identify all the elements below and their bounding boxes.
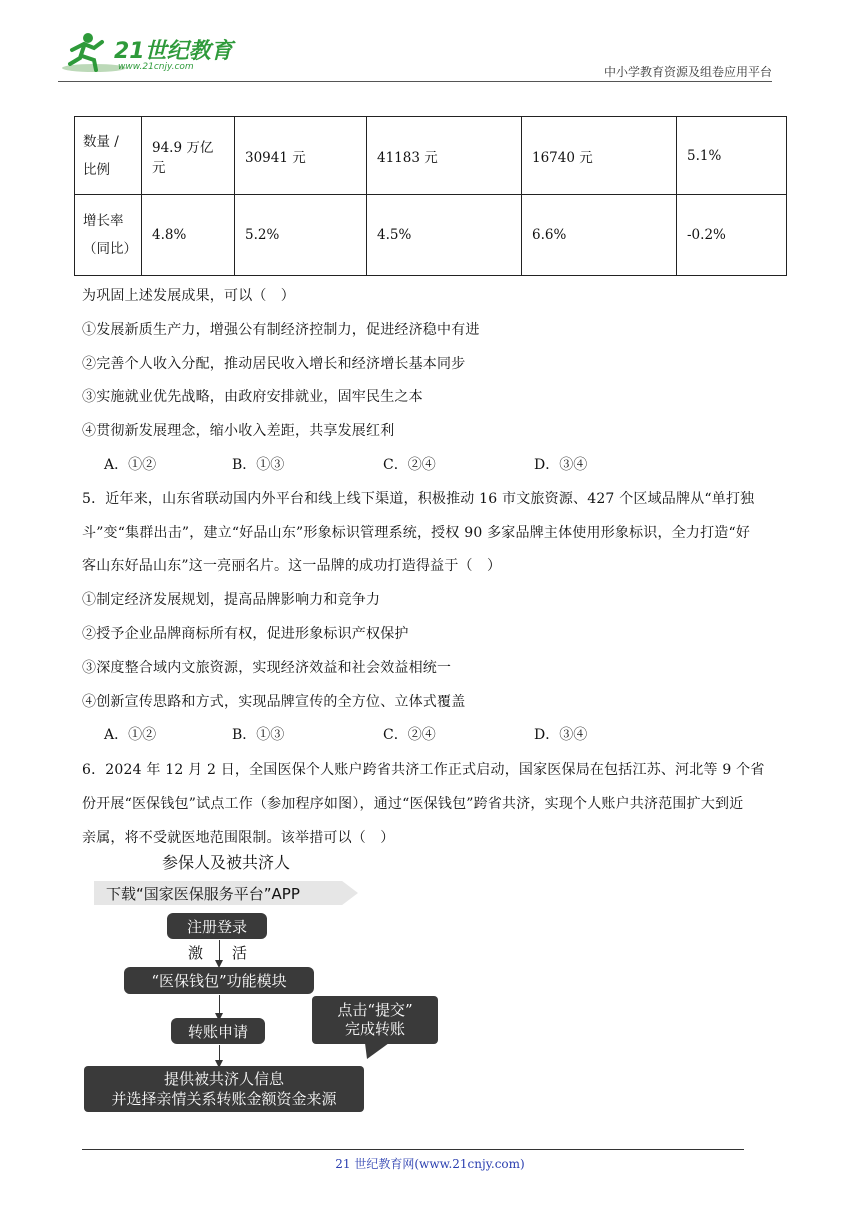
final-step (84, 1066, 364, 1112)
statistics-table (74, 116, 787, 276)
option-b[interactable]: B．①③ (232, 727, 285, 743)
wallet-module-step: “医保钱包”功能模块 (124, 967, 314, 994)
flowchart (80, 850, 460, 1120)
statement-item: ④贯彻新发展理念，缩小收入差距，共享发展红利 (82, 423, 395, 439)
transfer-request-step: 转账申请 (171, 1018, 265, 1044)
final-step-line1: 提供被共济人信息 (163, 1070, 284, 1088)
table-cell: 6.6% (522, 195, 677, 276)
flowchart-title: 参保人及被共济人 (162, 853, 291, 872)
option-c[interactable]: C．②④ (383, 727, 436, 743)
question-text: 斗”变“集群出击”，建立“好品山东”形象标识管理系统，授权 90 多家品牌主体使用形象标识，全力打造“好 (82, 525, 751, 541)
table-cell: 30941 元 (235, 117, 367, 195)
final-step-line2: 并选择亲情关系转账金额资金来源 (111, 1090, 337, 1108)
table-cell-header: 数量 / 比例 (75, 117, 142, 195)
table-cell: 5.2% (235, 195, 367, 276)
question-text: 6．2024 年 12 月 2 日，全国医保个人账户跨省共济工作正式启动，国家医保局在包括江苏、河北等 9 个省 (82, 762, 765, 778)
callout-pointer (365, 1043, 389, 1059)
footer-divider (82, 1149, 744, 1150)
arrow-down-icon (219, 1045, 220, 1066)
activate-label-right: 活 (232, 944, 248, 962)
statement-item: ③实施就业优先战略，由政府安排就业，固牢民生之本 (82, 389, 423, 405)
table-cell: 41183 元 (367, 117, 522, 195)
arrow-down-icon (219, 995, 220, 1019)
arrow-down-icon (219, 940, 220, 966)
statement-item: ①发展新质生产力，增强公有制经济控制力，促进经济稳中有进 (82, 322, 480, 338)
footer-link[interactable]: 21 世纪教育网(www.21cnjy.com) (335, 1157, 525, 1171)
statement-item: ③深度整合域内文旅资源，实现经济效益和社会效益相统一 (82, 660, 452, 676)
platform-tagline: 中小学教育资源及组卷应用平台 (603, 65, 772, 79)
question-text: 客山东好品山东”这一亮丽名片。这一品牌的成功打造得益于（ ） (82, 558, 502, 574)
logo-text: 21世纪教育 (114, 39, 233, 64)
statement-item: ①制定经济发展规划，提高品牌影响力和竞争力 (82, 592, 381, 608)
table-cell-header: 增长率（同比） (75, 195, 142, 276)
table-cell: -0.2% (677, 195, 787, 276)
option-b[interactable]: B．①③ (232, 457, 285, 473)
statement-item: ④创新宣传思路和方式，实现品牌宣传的全方位、立体式覆盖 (82, 694, 466, 710)
callout-line1: 点击“提交” (337, 1001, 413, 1019)
option-a[interactable]: A．①② (104, 727, 157, 743)
question-stem: 为巩固上述发展成果，可以（ ） (82, 288, 295, 304)
download-banner-label: 下载“国家医保服务平台”APP (106, 885, 300, 903)
option-a[interactable]: A．①② (104, 457, 157, 473)
option-c[interactable]: C．②④ (383, 457, 436, 473)
option-d[interactable]: D．③④ (534, 727, 588, 743)
table-cell: 94.9 万亿元 (142, 117, 235, 195)
callout-line2: 完成转账 (344, 1020, 405, 1038)
question-text: 份开展“医保钱包”试点工作（参加程序如图），通过“医保钱包”跨省共济，实现个人账户共济范围扩大到近 (82, 796, 744, 812)
statement-item: ②授予企业品牌商标所有权，促进形象标识产权保护 (82, 626, 409, 642)
statement-item: ②完善个人收入分配，推动居民收入增长和经济增长基本同步 (82, 356, 466, 372)
option-d[interactable]: D．③④ (534, 457, 588, 473)
table-cell: 4.8% (142, 195, 235, 276)
logo-url: www.21cnjy.com (118, 62, 194, 72)
table-cell: 4.5% (367, 195, 522, 276)
register-step: 注册登录 (167, 913, 267, 939)
site-logo (58, 28, 238, 78)
submit-callout (312, 996, 438, 1044)
activate-label-left: 激 (188, 944, 204, 962)
header-divider (58, 81, 772, 82)
table-cell: 5.1% (677, 117, 787, 195)
table-row (75, 195, 787, 276)
question-text: 亲属，将不受就医地范围限制。该举措可以（ ） (82, 830, 395, 846)
table-row (75, 117, 787, 195)
question-text: 5．近年来，山东省联动国内外平台和线上线下渠道，积极推动 16 市文旅资源、427 个区域品牌从“单打独 (82, 491, 755, 507)
table-cell: 16740 元 (522, 117, 677, 195)
